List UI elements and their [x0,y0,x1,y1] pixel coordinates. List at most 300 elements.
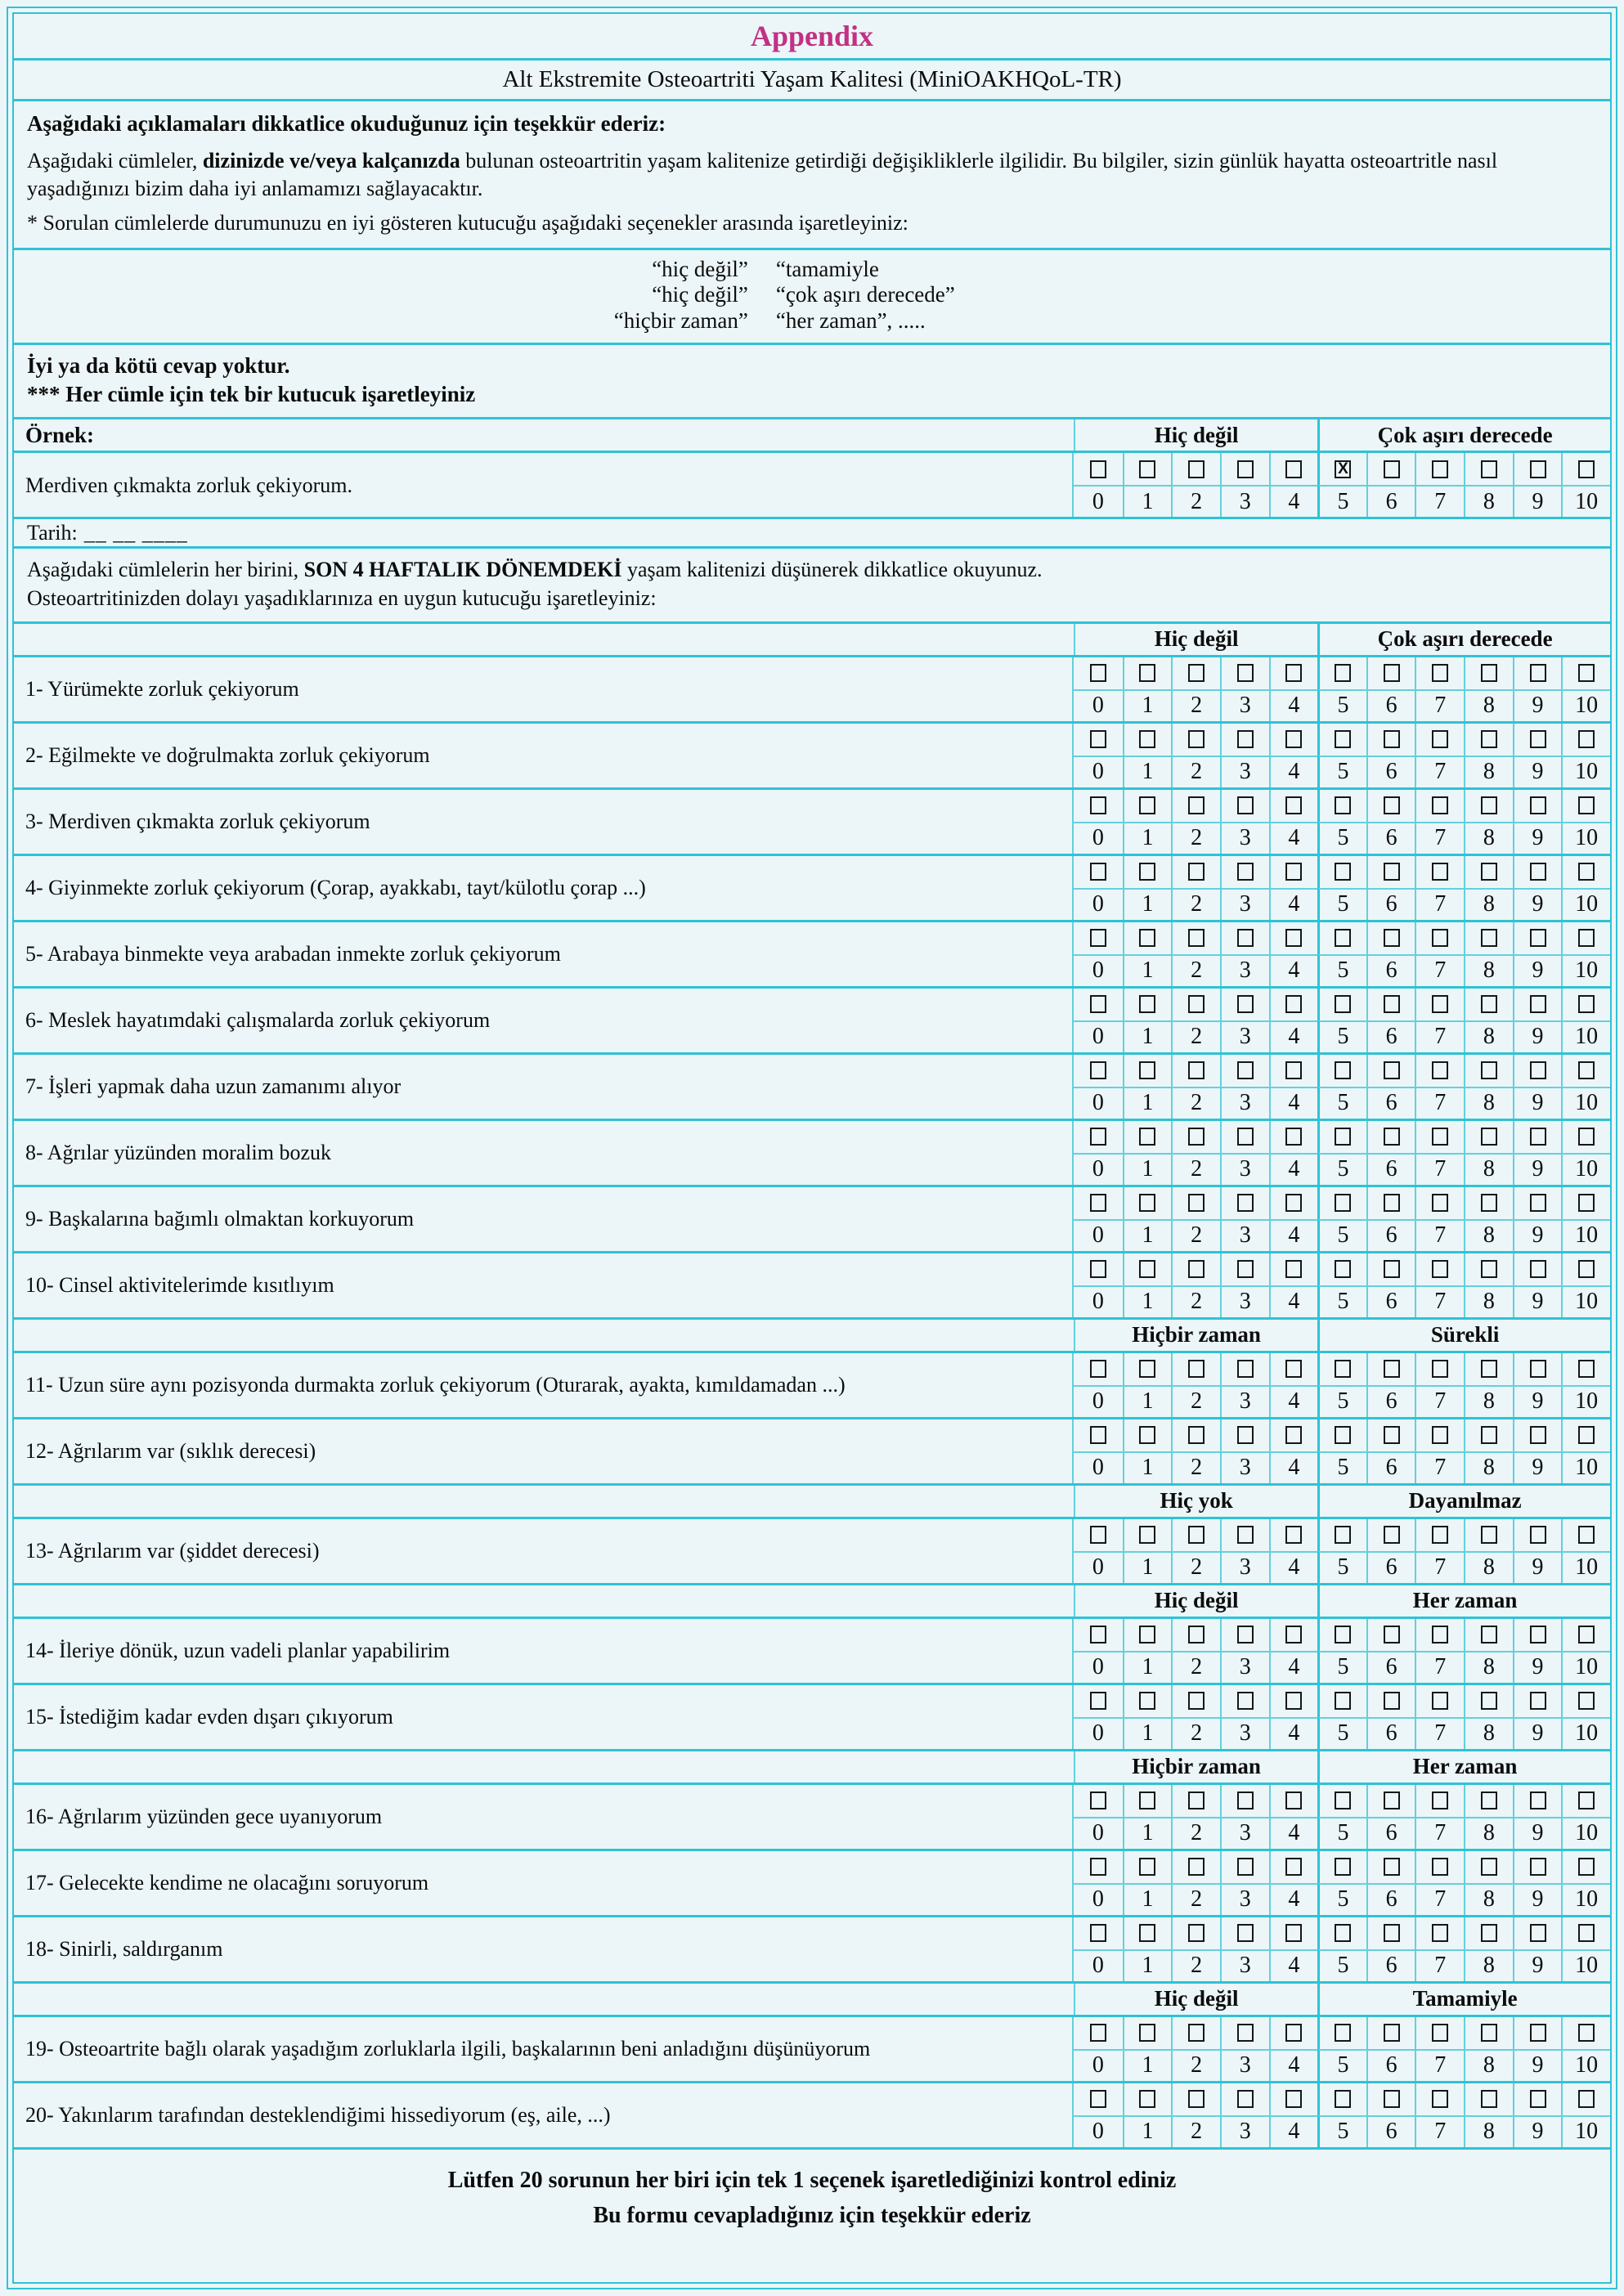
checkbox-icon[interactable] [1188,1858,1205,1876]
checkbox-icon[interactable] [1090,664,1106,682]
checkbox-icon[interactable] [1139,995,1155,1013]
checkbox-icon[interactable] [1090,929,1106,947]
checkbox-icon[interactable] [1481,1858,1497,1876]
checkbox-icon[interactable] [1285,796,1302,814]
checkbox-icon[interactable] [1139,1128,1155,1146]
checkbox-icon[interactable] [1432,1061,1448,1079]
checkbox-icon[interactable] [1481,1692,1497,1710]
checkbox-icon[interactable] [1530,863,1546,881]
checkbox-icon[interactable] [1335,1924,1351,1942]
checkbox-icon[interactable] [1530,730,1546,748]
answer-cell [1317,1685,1366,1717]
checkbox-checked[interactable]: X [1335,460,1351,478]
answer-cell [1171,2017,1220,2049]
checkbox-icon[interactable] [1578,1360,1595,1378]
checkbox-icon[interactable] [1285,1858,1302,1876]
checkbox-icon[interactable] [1237,2024,1254,2042]
checkbox-icon[interactable] [1530,1626,1546,1644]
answer-cell [1317,1187,1366,1219]
checkbox-icon[interactable] [1090,1692,1106,1710]
checkbox-icon[interactable] [1188,1792,1205,1809]
checkbox-icon[interactable] [1237,863,1254,881]
scale-number-label: 6 [1366,1219,1415,1251]
checkbox-icon[interactable] [1188,929,1205,947]
checkbox-icon[interactable] [1384,1360,1400,1378]
answer-cell [1171,1851,1220,1883]
answer-cell [1464,657,1513,689]
checkbox-icon[interactable] [1139,2090,1155,2108]
checkbox-icon[interactable] [1237,1924,1254,1942]
checkbox-icon[interactable] [1237,2090,1254,2108]
checkbox-icon[interactable] [1578,863,1595,881]
checkbox-icon[interactable] [1090,460,1106,478]
checkbox-icon[interactable] [1285,1526,1302,1544]
checkbox-icon[interactable] [1285,1626,1302,1644]
checkbox-icon[interactable] [1384,863,1400,881]
checkbox-icon[interactable] [1578,1194,1595,1212]
checkbox-icon[interactable] [1432,1626,1448,1644]
checkbox-icon[interactable] [1139,1792,1155,1809]
scale-number-label: 3 [1220,1153,1269,1185]
checkbox-icon[interactable] [1481,1360,1497,1378]
answer-cell [1317,1519,1366,1551]
checkbox-icon[interactable] [1384,1260,1400,1278]
answer-cell [1171,1055,1220,1087]
checkbox-icon[interactable] [1139,2024,1155,2042]
checkbox-icon[interactable] [1530,1924,1546,1942]
checkbox-icon[interactable] [1481,1194,1497,1212]
checkbox-icon[interactable] [1384,1061,1400,1079]
checkbox-icon[interactable] [1188,995,1205,1013]
checkbox-icon[interactable] [1530,1061,1546,1079]
checkbox-icon[interactable] [1578,2090,1595,2108]
checkbox-icon[interactable] [1139,1360,1155,1378]
checkbox-icon[interactable] [1285,863,1302,881]
checkbox-icon[interactable] [1237,1626,1254,1644]
checkbox-icon[interactable] [1285,1260,1302,1278]
answer-cell [1366,724,1415,756]
checkbox-icon[interactable] [1481,1626,1497,1644]
checkbox-icon[interactable] [1578,1792,1595,1809]
checkbox-icon[interactable] [1139,1526,1155,1544]
checkbox-icon[interactable] [1139,730,1155,748]
checkbox-icon[interactable] [1481,1061,1497,1079]
checkbox-icon[interactable] [1384,1924,1400,1942]
checkbox-icon[interactable] [1578,1526,1595,1544]
checkbox-icon[interactable] [1384,1692,1400,1710]
answer-cell [1464,1121,1513,1153]
checkbox-icon[interactable] [1237,1526,1254,1544]
checkbox-icon[interactable] [1578,1260,1595,1278]
checkbox-icon[interactable] [1481,796,1497,814]
checkbox-icon[interactable] [1285,664,1302,682]
checkbox-icon[interactable] [1188,2024,1205,2042]
answer-cell [1317,724,1366,756]
checkbox-icon[interactable] [1481,1924,1497,1942]
checkbox-icon[interactable] [1090,1194,1106,1212]
answer-cell [1074,922,1123,954]
checkbox-icon[interactable] [1432,664,1448,682]
checkbox-icon[interactable] [1530,1260,1546,1278]
checkbox-icon[interactable] [1335,1260,1351,1278]
checkbox-icon[interactable] [1188,1692,1205,1710]
checkbox-icon[interactable] [1578,1924,1595,1942]
checkbox-icon[interactable] [1090,1626,1106,1644]
checkbox-icon[interactable] [1090,1260,1106,1278]
checkbox-icon[interactable] [1188,1061,1205,1079]
checkbox-icon[interactable] [1530,2090,1546,2108]
checkbox-icon[interactable] [1335,863,1351,881]
checkbox-icon[interactable] [1188,796,1205,814]
checkbox-icon[interactable] [1090,1360,1106,1378]
checkbox-icon[interactable] [1237,995,1254,1013]
checkbox-icon[interactable] [1335,1792,1351,1809]
checkbox-icon[interactable] [1530,1128,1546,1146]
checkbox-icon[interactable] [1384,1194,1400,1212]
checkbox-icon[interactable] [1285,995,1302,1013]
checkbox-icon[interactable] [1335,2090,1351,2108]
checkbox-icon[interactable] [1335,1128,1351,1146]
checkbox-icon[interactable] [1384,995,1400,1013]
checkbox-icon[interactable] [1335,1858,1351,1876]
checkbox-icon[interactable] [1432,1128,1448,1146]
checkbox-icon[interactable] [1285,1692,1302,1710]
scale-number-label: 5 [1317,2049,1366,2081]
scale-number-label: 1 [1123,2115,1172,2147]
date-input-blank[interactable]: __ __ ____ [83,520,188,545]
checkbox-icon[interactable] [1188,1526,1205,1544]
checkbox-icon[interactable] [1481,2024,1497,2042]
checkbox-icon[interactable] [1237,1360,1254,1378]
scale-number-label: 6 [1366,888,1415,920]
checkbox-icon[interactable] [1335,929,1351,947]
scale-number-label: 4 [1269,1883,1318,1915]
answer-cell [1171,989,1220,1020]
answer-cell [1366,790,1415,822]
checkbox-icon[interactable] [1188,863,1205,881]
checkbox-icon[interactable] [1285,2090,1302,2108]
checkbox-icon[interactable] [1090,1792,1106,1809]
scale-number-label: 2 [1171,1285,1220,1317]
answer-cell [1317,1917,1366,1949]
checkbox-icon[interactable] [1188,1194,1205,1212]
checkbox-icon[interactable] [1432,460,1448,478]
answer-cell [1220,1253,1269,1285]
checkbox-icon[interactable] [1384,796,1400,814]
checkbox-icon[interactable] [1188,664,1205,682]
intro-paragraph [27,147,1597,204]
checkbox-icon[interactable] [1090,1426,1106,1444]
checkbox-icon[interactable] [1237,929,1254,947]
checkbox-icon[interactable] [1139,664,1155,682]
checkbox-icon[interactable] [1188,1128,1205,1146]
checkbox-icon[interactable] [1285,730,1302,748]
scale-number-label: 1 [1123,1219,1172,1251]
checkbox-icon[interactable] [1090,2090,1106,2108]
scale-quotes [14,248,1610,343]
scale-number-label: 3 [1220,1087,1269,1119]
answer-cell [1123,1187,1172,1219]
checkbox-icon[interactable] [1481,995,1497,1013]
checkbox-icon[interactable] [1335,1626,1351,1644]
checkbox-icon[interactable] [1188,1260,1205,1278]
checkbox-icon[interactable] [1432,1858,1448,1876]
checkbox-icon[interactable] [1578,1692,1595,1710]
checkbox-icon[interactable] [1432,929,1448,947]
scale-number-label: 0 [1074,1385,1123,1417]
checkbox-icon[interactable] [1139,1194,1155,1212]
checkbox-icon[interactable] [1530,1692,1546,1710]
checkbox-icon[interactable] [1578,796,1595,814]
checkbox-icon[interactable] [1432,2024,1448,2042]
checkbox-icon[interactable] [1139,796,1155,814]
scale-number-label: 2 [1171,689,1220,721]
scale-number-label: 10 [1561,1153,1610,1185]
checkbox-icon[interactable] [1530,1194,1546,1212]
checkbox-icon[interactable] [1237,730,1254,748]
checkbox-icon[interactable] [1530,1360,1546,1378]
checkbox-icon[interactable] [1481,1792,1497,1809]
checkbox-icon[interactable] [1237,1426,1254,1444]
scale-quote-line [14,282,1610,308]
scale-number-label: 9 [1513,1153,1562,1185]
answer-cell [1415,1353,1464,1385]
checkbox-icon[interactable] [1384,2024,1400,2042]
checkbox-icon[interactable] [1578,1858,1595,1876]
checkbox-icon[interactable] [1481,460,1497,478]
checkbox-icon[interactable] [1285,1792,1302,1809]
checkbox-icon[interactable] [1335,1426,1351,1444]
checkbox-icon[interactable] [1090,995,1106,1013]
checkbox-icon[interactable] [1481,664,1497,682]
checkbox-icon[interactable] [1237,1061,1254,1079]
scale-number-label: 8 [1464,1817,1513,1849]
checkbox-icon[interactable] [1335,995,1351,1013]
checkbox-icon[interactable] [1530,460,1546,478]
scale-number-label: 2 [1171,1817,1220,1849]
checkbox-icon[interactable] [1481,863,1497,881]
checkbox-icon[interactable] [1432,1692,1448,1710]
answer-cell [1513,1851,1562,1883]
checkbox-icon[interactable] [1481,1260,1497,1278]
checkbox-icon[interactable] [1285,1194,1302,1212]
checkbox-icon[interactable] [1335,664,1351,682]
checkbox-icon[interactable] [1090,1858,1106,1876]
checkbox-icon[interactable] [1432,995,1448,1013]
scale-number-label: 3 [1220,1717,1269,1749]
checkbox-icon[interactable] [1432,796,1448,814]
scale-number-label: 3 [1220,888,1269,920]
checkbox-icon[interactable] [1481,730,1497,748]
checkbox-icon[interactable] [1237,1858,1254,1876]
checkbox-icon[interactable] [1090,1526,1106,1544]
checkbox-icon[interactable] [1432,1260,1448,1278]
checkbox-icon[interactable] [1139,1061,1155,1079]
checkbox-icon[interactable] [1237,1194,1254,1212]
checkbox-icon[interactable] [1384,1426,1400,1444]
answer-cell [1561,1785,1610,1817]
checkbox-icon[interactable] [1188,1924,1205,1942]
scale-number-label: 4 [1269,689,1318,721]
checkbox-icon[interactable] [1335,1061,1351,1079]
scale-number-label: 7 [1415,1285,1464,1317]
checkbox-icon[interactable] [1090,1924,1106,1942]
checkbox-icon[interactable] [1432,1194,1448,1212]
answer-cell [1366,856,1415,888]
checkbox-icon[interactable] [1530,1858,1546,1876]
checkbox-icon[interactable] [1090,796,1106,814]
answer-cell [1123,453,1172,485]
scale-number-label: 10 [1561,1883,1610,1915]
checkbox-icon[interactable] [1285,460,1302,478]
checkbox-icon[interactable] [1384,2090,1400,2108]
scale-number-label: 0 [1074,1285,1123,1317]
checkbox-icon[interactable] [1530,796,1546,814]
checkbox-icon[interactable] [1530,664,1546,682]
checkbox-icon[interactable] [1432,1924,1448,1942]
answer-cell [1317,1253,1366,1285]
scale-number-label: 3 [1220,485,1269,517]
checkbox-icon[interactable] [1285,1924,1302,1942]
checkbox-icon[interactable] [1384,730,1400,748]
checkbox-icon[interactable] [1285,1426,1302,1444]
checkbox-icon[interactable] [1432,1360,1448,1378]
checkbox-icon[interactable] [1237,1792,1254,1809]
checkbox-icon[interactable] [1237,460,1254,478]
checkbox-icon[interactable] [1335,1526,1351,1544]
checkbox-icon[interactable] [1188,730,1205,748]
checkbox-icon[interactable] [1285,2024,1302,2042]
checkbox-icon[interactable] [1384,1626,1400,1644]
checkbox-icon[interactable] [1578,1061,1595,1079]
checkbox-icon[interactable] [1481,1526,1497,1544]
question-row [14,1617,1610,1683]
checkbox-icon[interactable] [1384,1526,1400,1544]
checkbox-icon[interactable] [1237,796,1254,814]
checkbox-icon[interactable] [1139,1626,1155,1644]
checkbox-icon[interactable] [1285,929,1302,947]
checkbox-icon[interactable] [1481,2090,1497,2108]
checkbox-icon[interactable] [1090,1128,1106,1146]
checkbox-icon[interactable] [1139,863,1155,881]
checkbox-icon[interactable] [1384,1792,1400,1809]
checkbox-icon[interactable] [1335,730,1351,748]
answer-cell [1366,1785,1415,1817]
checkbox-icon[interactable] [1432,1526,1448,1544]
checkbox-icon[interactable] [1530,1426,1546,1444]
answer-cell [1074,1785,1123,1817]
checkbox-icon[interactable] [1384,1128,1400,1146]
scale-number-label: 4 [1269,1717,1318,1749]
checkbox-icon[interactable] [1285,1128,1302,1146]
answer-cell [1561,989,1610,1020]
checkbox-icon[interactable] [1335,796,1351,814]
checkbox-icon[interactable] [1578,1128,1595,1146]
checkbox-icon[interactable] [1285,1360,1302,1378]
scale-number-label: 6 [1366,1949,1415,1981]
answer-cell [1123,1253,1172,1285]
checkbox-icon[interactable] [1481,1128,1497,1146]
checkbox-icon[interactable] [1578,1626,1595,1644]
checkbox-icon[interactable] [1237,1260,1254,1278]
checkbox-icon[interactable] [1578,2024,1595,2042]
checkbox-icon[interactable] [1530,2024,1546,2042]
checkbox-icon[interactable] [1139,460,1155,478]
checkbox-icon[interactable] [1578,929,1595,947]
checkbox-icon[interactable] [1188,1426,1205,1444]
checkbox-icon[interactable] [1578,995,1595,1013]
checkbox-icon[interactable] [1384,1858,1400,1876]
answer-cell [1415,1519,1464,1551]
checkbox-icon[interactable] [1578,730,1595,748]
checkbox-icon[interactable] [1335,2024,1351,2042]
checkbox-icon[interactable] [1384,664,1400,682]
checkbox-icon[interactable] [1530,995,1546,1013]
checkbox-icon[interactable] [1139,929,1155,947]
checkbox-icon[interactable] [1432,1426,1448,1444]
scale-number-label: 9 [1513,1949,1562,1981]
checkbox-icon[interactable] [1335,1194,1351,1212]
checkbox-icon[interactable] [1090,2024,1106,2042]
answer-cell [1171,657,1220,689]
checkbox-icon[interactable] [1578,1426,1595,1444]
checkbox-icon[interactable] [1432,730,1448,748]
answer-cell [1220,856,1269,888]
checkbox-icon[interactable] [1530,929,1546,947]
checkbox-icon[interactable] [1188,2090,1205,2108]
checkbox-icon[interactable] [1335,1692,1351,1710]
question-row [14,1783,1610,1849]
question-text: 16- Ağrılarım yüzünden gece uyanıyorum [14,1785,1074,1849]
appendix-title-row [14,14,1610,58]
checkbox-icon[interactable] [1139,1426,1155,1444]
checkbox-icon[interactable] [1237,1128,1254,1146]
answer-cell [1123,790,1172,822]
checkbox-icon[interactable] [1139,1924,1155,1942]
checkbox-icon[interactable] [1139,1692,1155,1710]
checkbox-icon[interactable] [1090,863,1106,881]
checkbox-icon[interactable] [1432,2090,1448,2108]
checkbox-icon[interactable] [1432,1792,1448,1809]
checkbox-icon[interactable] [1285,1061,1302,1079]
checkbox-icon[interactable] [1384,460,1400,478]
checkbox-icon[interactable] [1578,664,1595,682]
checkbox-icon[interactable] [1578,460,1595,478]
checkbox-icon[interactable] [1090,1061,1106,1079]
checkbox-icon[interactable] [1237,1692,1254,1710]
scale-number-label: 0 [1074,2049,1123,2081]
checkbox-icon[interactable] [1090,730,1106,748]
checkbox-icon[interactable] [1188,1626,1205,1644]
checkbox-icon[interactable] [1530,1792,1546,1809]
checkbox-icon[interactable] [1139,1260,1155,1278]
checkbox-icon[interactable] [1188,1360,1205,1378]
answer-cell [1561,1419,1610,1451]
checkbox-icon[interactable] [1530,1526,1546,1544]
checkbox-icon[interactable] [1432,863,1448,881]
scale-number-label: 9 [1513,822,1562,854]
checkbox-icon[interactable] [1384,929,1400,947]
checkbox-icon[interactable] [1139,1858,1155,1876]
checkbox-icon[interactable] [1481,929,1497,947]
checkbox-icon[interactable] [1481,1426,1497,1444]
checkbox-icon[interactable] [1188,460,1205,478]
answer-cell [1317,453,1366,485]
checkbox-icon[interactable] [1335,1360,1351,1378]
answer-cell [1561,1055,1610,1087]
checkbox-icon[interactable] [1237,664,1254,682]
scale-number-label: 5 [1317,822,1366,854]
